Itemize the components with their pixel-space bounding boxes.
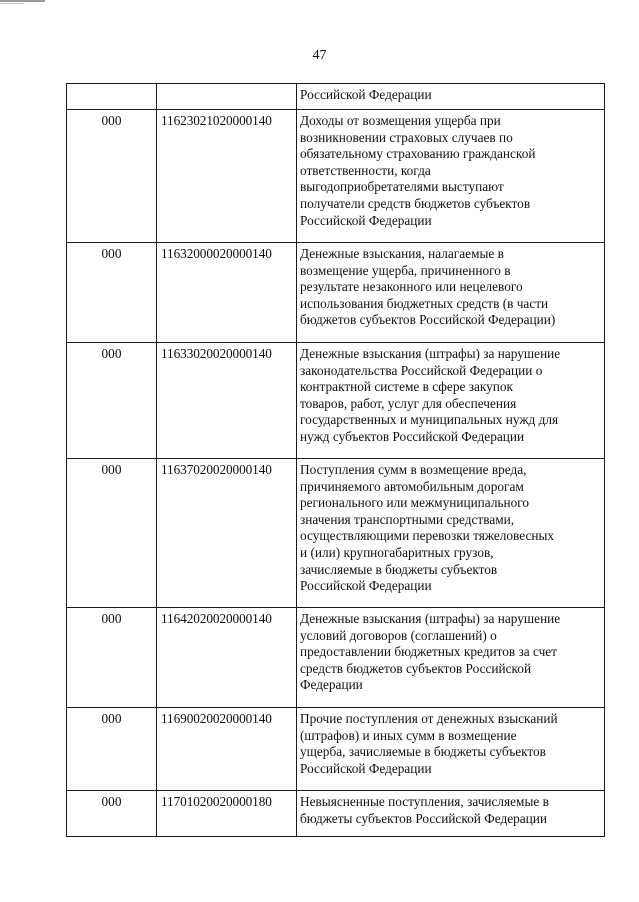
description-line: ущерба, зачисляемые в бюджеты субъектов xyxy=(300,744,546,760)
revenue-description-cell xyxy=(297,343,605,459)
description-line: причиняемого автомобильным дорогам xyxy=(300,478,524,494)
description-line: государственных и муниципальных нужд для xyxy=(300,412,559,428)
budget-code-cell: 11642020020000140 xyxy=(157,608,297,708)
description-line: нужд субъектов Российской Федерации xyxy=(300,428,525,444)
description-line: осуществляющими перевозки тяжеловесных xyxy=(300,528,555,544)
description-line: условий договоров (соглашений) о xyxy=(300,627,497,643)
revenue-description-cell xyxy=(297,791,605,837)
description-line: Денежные взыскания, налагаемые в xyxy=(300,246,504,261)
description-line: товаров, работ, услуг для обеспечения xyxy=(300,395,517,411)
budget-code-cell: 11633020020000140 xyxy=(157,343,297,459)
admin-code-cell: 000 xyxy=(67,608,157,708)
description-line: результате незаконного или нецелевого xyxy=(300,279,523,295)
table-row xyxy=(67,608,605,708)
description-line: регионального или межмуниципального xyxy=(300,495,530,511)
description-line: Невыясненные поступления, зачисляемые в xyxy=(300,794,549,809)
budget-code-cell: 11701020020000180 xyxy=(157,791,297,837)
budget-classification-table xyxy=(66,83,605,837)
description-line: использования бюджетных средств (в части xyxy=(300,295,549,311)
table-body xyxy=(67,84,605,837)
description-line: Российской Федерации xyxy=(300,87,432,102)
description-line: Денежные взыскания (штрафы) за нарушение xyxy=(300,611,561,626)
table-row xyxy=(67,243,605,343)
description-line: Российской Федерации xyxy=(300,578,432,594)
budget-code-cell: 11623021020000140 xyxy=(157,110,297,243)
description-line: зачисляемые в бюджеты субъектов xyxy=(300,561,498,577)
admin-code-cell xyxy=(67,84,157,110)
description-line: возмещение ущерба, причиненного в xyxy=(300,262,511,278)
admin-code-cell: 000 xyxy=(67,110,157,243)
revenue-description-cell xyxy=(297,708,605,791)
admin-code-cell: 000 xyxy=(67,459,157,608)
description-line: Российской Федерации xyxy=(300,212,432,228)
table-row xyxy=(67,110,605,243)
description-line: Российской Федерации xyxy=(300,760,432,776)
description-line: получатели средств бюджетов субъектов xyxy=(300,195,531,211)
table-row xyxy=(67,84,605,110)
description-line: значения транспортными средствами, xyxy=(300,511,515,527)
description-line: законодательства Российской Федерации о xyxy=(300,362,543,378)
scan-edge-mark xyxy=(0,0,45,2)
admin-code-cell: 000 xyxy=(67,343,157,459)
table-row xyxy=(67,791,605,837)
table-row xyxy=(67,708,605,791)
budget-code-cell: 11632000020000140 xyxy=(157,243,297,343)
description-line: бюджеты субъектов Российской Федерации xyxy=(300,810,548,826)
admin-code-cell: 000 xyxy=(67,243,157,343)
revenue-description-cell xyxy=(297,608,605,708)
description-line: возникновении страховых случаев по xyxy=(300,129,513,145)
admin-code-cell: 000 xyxy=(67,791,157,837)
description-line: Прочие поступления от денежных взысканий xyxy=(300,711,558,726)
scan-edge-mark-secondary xyxy=(0,3,24,4)
description-line: Денежные взыскания (штрафы) за нарушение xyxy=(300,346,561,361)
description-line: предоставлении бюджетных кредитов за счет xyxy=(300,644,557,660)
description-line: Федерации xyxy=(300,677,363,693)
description-line: выгодоприобретателями выступают xyxy=(300,179,504,195)
description-line: и (или) крупногабаритных грузов, xyxy=(300,544,494,560)
page-number: 47 xyxy=(312,48,327,63)
table-row xyxy=(67,343,605,459)
revenue-description-cell xyxy=(297,110,605,243)
budget-code-cell: 11637020020000140 xyxy=(157,459,297,608)
revenue-description-cell xyxy=(297,459,605,608)
description-line: контрактной системе в сфере закупок xyxy=(300,379,514,395)
description-line: средств бюджетов субъектов Российской xyxy=(300,660,532,676)
budget-code-cell: 11690020020000140 xyxy=(157,708,297,791)
budget-code-cell xyxy=(157,84,297,110)
revenue-description-cell xyxy=(297,84,605,110)
description-line: Поступления сумм в возмещение вреда, xyxy=(300,462,527,477)
table-row xyxy=(67,459,605,608)
description-line: бюджетов субъектов Российской Федерации) xyxy=(300,312,556,328)
revenue-description-cell xyxy=(297,243,605,343)
admin-code-cell: 000 xyxy=(67,708,157,791)
description-line: (штрафов) и иных сумм в возмещение xyxy=(300,727,517,743)
description-line: Доходы от возмещения ущерба при xyxy=(300,113,501,128)
description-line: ответственности, когда xyxy=(300,162,431,178)
description-line: обязательному страхованию гражданской xyxy=(300,146,536,162)
